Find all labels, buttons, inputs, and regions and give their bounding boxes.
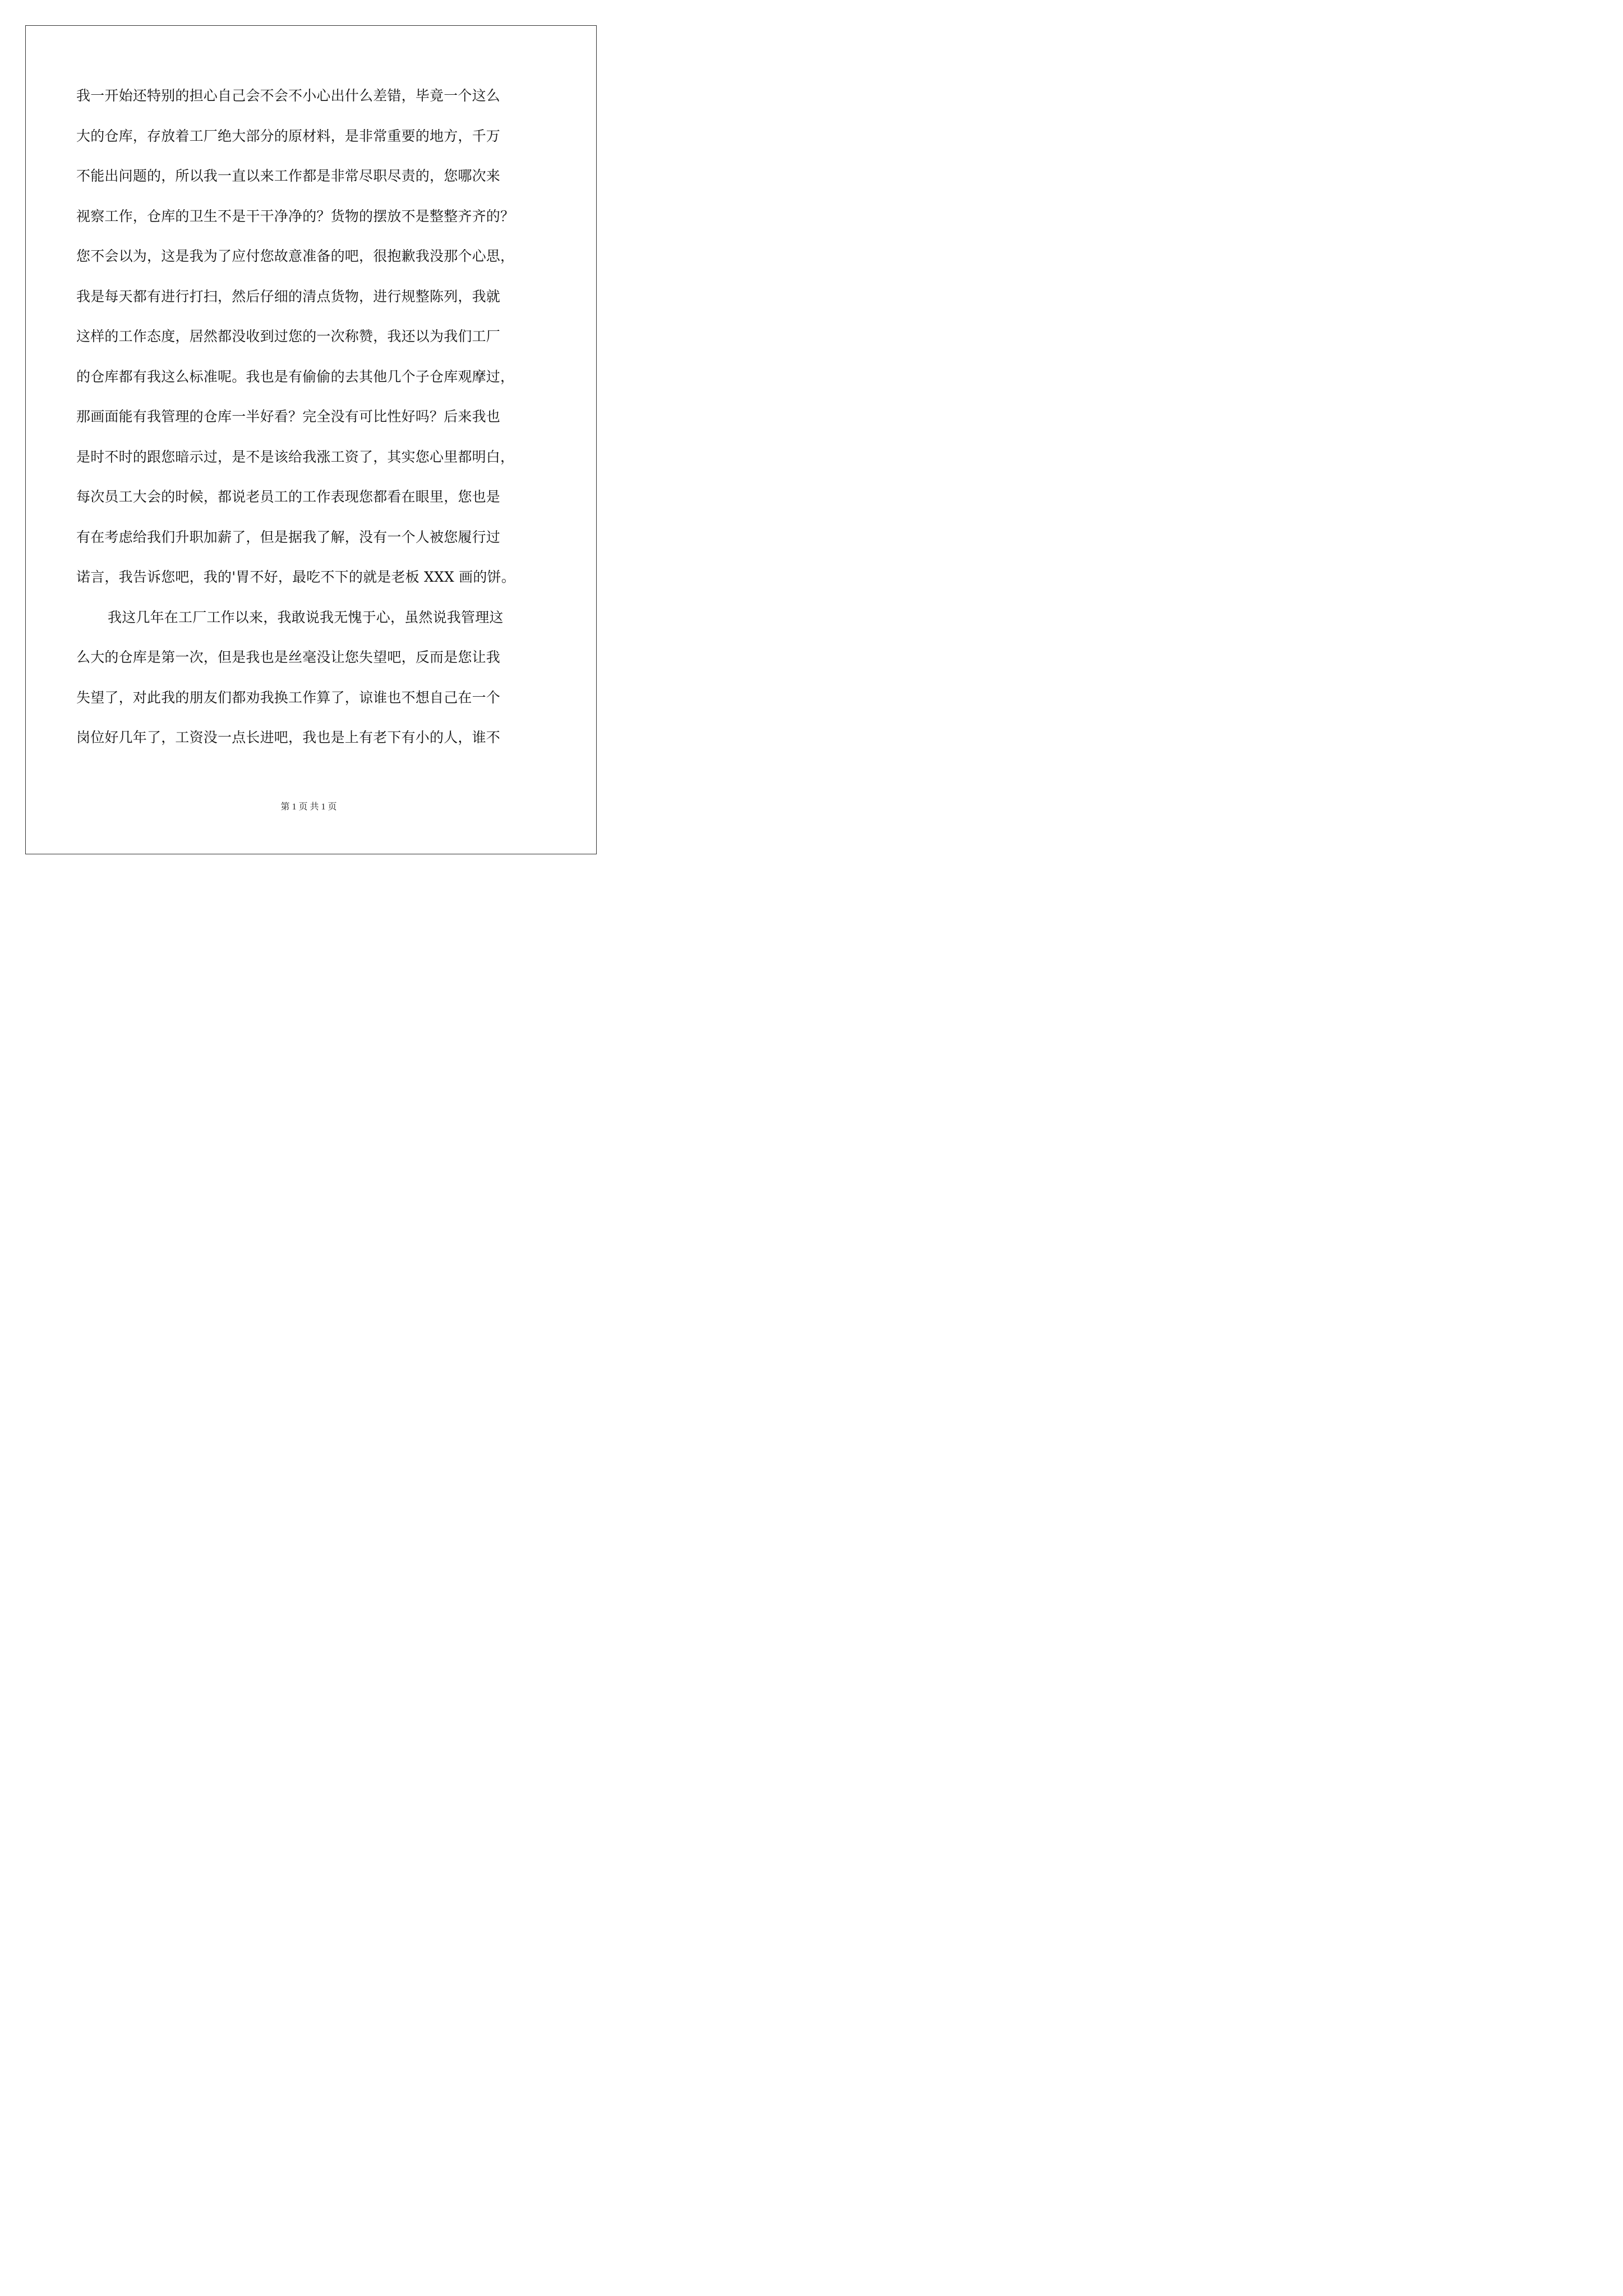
- text-line: 我这几年在工厂工作以来，我敢说我无愧于心，虽然说我管理这: [108, 609, 504, 625]
- page-number-footer: 第 1 页 共 1 页: [280, 802, 337, 812]
- text-line: 这样的工作态度，居然都没收到过您的一次称赞，我还以为我们工厂: [76, 328, 501, 344]
- text-line: 么大的仓库是第一次，但是我也是丝毫没让您失望吧，反而是您让我: [76, 649, 501, 665]
- text-line: 有在考虑给我们升职加薪了，但是据我了解，没有一个人被您履行过: [76, 528, 501, 545]
- paragraph-2: [76, 606, 547, 766]
- text-line: 每次员工大会的时候，都说老员工的工作表现您都看在眼里，您也是: [76, 489, 501, 505]
- text-line: 我一开始还特别的担心自己会不会不小心出什么差错，毕竟一个这么: [76, 88, 501, 104]
- document-body: [76, 84, 547, 766]
- text-line: 岗位好几年了，工资没一点长进吧，我也是上有老下有小的人，谁不: [76, 729, 501, 746]
- text-line: 视察工作，仓库的卫生不是干干净净的？货物的摆放不是整整齐齐的？: [76, 208, 515, 224]
- text-line: 的仓库都有我这么标准呢。我也是有偷偷的去其他几个子仓库观摩过，: [76, 368, 515, 385]
- paragraph-1: [76, 84, 547, 606]
- text-line: 大的仓库，存放着工厂绝大部分的原材料，是非常重要的地方，千万: [76, 127, 501, 144]
- text-line: 失望了，对此我的朋友们都劝我换工作算了，谅谁也不想自己在一个: [76, 689, 501, 706]
- text-line: 我是每天都有进行打扫，然后仔细的清点货物，进行规整陈列，我就: [76, 288, 501, 305]
- text-line: 您不会以为，这是我为了应付您故意准备的吧，很抱歉我没那个心思，: [76, 248, 515, 264]
- text-line: 诺言，我告诉您吧，我的'胃不好，最吃不下的就是老板 XXX 画的饼。: [76, 569, 515, 585]
- text-line: 不能出问题的，所以我一直以来工作都是非常尽职尽责的，您哪次来: [76, 168, 501, 184]
- text-line: 是时不时的跟您暗示过，是不是该给我涨工资了，其实您心里都明白，: [76, 448, 515, 465]
- text-line: 那画面能有我管理的仓库一半好看？完全没有可比性好吗？后来我也: [76, 408, 501, 425]
